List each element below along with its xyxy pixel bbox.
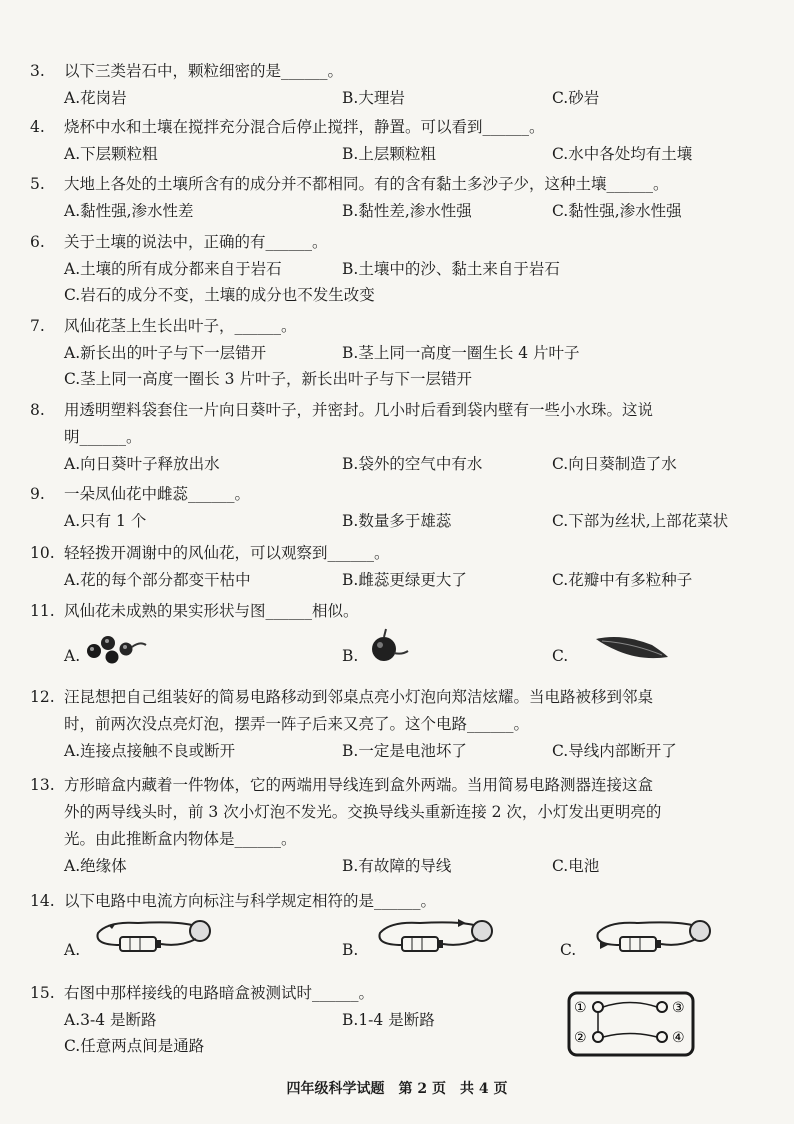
option-c: C.任意两点间是通路 <box>64 1037 205 1055</box>
question-number: 10. <box>30 544 55 562</box>
question-number: 14. <box>30 892 55 910</box>
circuit-b-icon <box>360 915 506 959</box>
question-stem: 以下电路中电流方向标注与科学规定相符的是______。 <box>64 892 437 910</box>
question-stem-line-2: 明______。 <box>64 428 142 446</box>
option-b: B.上层颗粒粗 <box>342 145 436 163</box>
question-11 <box>30 598 770 669</box>
option-b: B.有故障的导线 <box>342 857 452 875</box>
question-8 <box>30 397 770 477</box>
question-3 <box>30 58 770 111</box>
option-b: B.黏性差,渗水性强 <box>342 202 472 220</box>
question-13 <box>30 772 770 879</box>
question-number: 4. <box>30 118 45 136</box>
question-number: 6. <box>30 233 45 251</box>
option-a: A. <box>64 647 81 665</box>
question-10 <box>30 540 770 593</box>
option-a: A.花岗岩 <box>64 89 127 107</box>
question-stem: 烧杯中水和土壤在搅拌充分混合后停止搅拌，静置。可以看到______。 <box>64 118 545 136</box>
question-stem: 以下三类岩石中，颗粒细密的是______。 <box>64 62 344 80</box>
question-number: 7. <box>30 317 45 335</box>
question-number: 5. <box>30 175 45 193</box>
question-stem-line-3: 光。由此推断盒内物体是______。 <box>64 830 297 848</box>
option-a: A.3-4 是断路 <box>64 1011 157 1029</box>
option-a: A.向日葵叶子释放出水 <box>64 455 220 473</box>
option-b: B.一定是电池坏了 <box>342 742 467 760</box>
question-stem: 大地上各处的土壤所含有的成分并不都相同。有的含有黏土多沙子少，这种土壤______。 <box>64 175 669 193</box>
page-footer: 四年级科学试题 第 2 页 共 4 页 <box>286 1081 508 1097</box>
round-fruit-icon <box>360 627 420 667</box>
question-9 <box>30 481 770 534</box>
option-c: C.导线内部断开了 <box>552 742 677 760</box>
terminal-3-label: ③ <box>672 1000 685 1016</box>
terminal-2 <box>593 1032 603 1042</box>
option-b: B.土壤中的沙、黏土来自于岩石 <box>342 260 560 278</box>
question-stem: 汪昆想把自己组装好的简易电路移动到邻桌点亮小灯泡向郑洁炫耀。当电路被移到邻桌 <box>64 688 654 706</box>
option-c: C. <box>560 941 577 959</box>
option-b: B.1-4 是断路 <box>342 1011 435 1029</box>
question-7 <box>30 313 770 392</box>
question-stem: 轻轻拨开凋谢中的风仙花，可以观察到______。 <box>64 544 390 562</box>
option-a: A.黏性强,渗水性差 <box>64 202 194 220</box>
question-stem: 右图中那样接线的电路暗盒被测试时______。 <box>64 984 375 1002</box>
question-stem: 风仙花茎上生长出叶子，______。 <box>64 317 297 335</box>
option-c: C.电池 <box>552 857 600 875</box>
question-number: 11. <box>30 602 55 620</box>
option-a: A.只有 1 个 <box>64 512 147 530</box>
option-a: A.土壤的所有成分都来自于岩石 <box>64 260 282 278</box>
fruit-cluster-icon <box>82 631 152 665</box>
question-stem: 用透明塑料袋套住一片向日葵叶子，并密封。几小时后看到袋内壁有一些小水珠。这说 <box>64 401 654 419</box>
circuit-box-diagram <box>566 990 696 1058</box>
question-stem-line-2: 时，前两次没点亮灯泡，摆弄一阵子后来又亮了。这个电路______。 <box>64 715 530 733</box>
terminal-1 <box>593 1002 603 1012</box>
option-a: A. <box>64 941 81 959</box>
option-a: A.下层颗粒粗 <box>64 145 158 163</box>
question-stem-line-2: 外的两导线头时，前 3 次小灯泡不发光。交换导线头重新连接 2 次，小灯发出更明亮的 <box>64 803 662 821</box>
option-c: C.水中各处均有土壤 <box>552 145 693 163</box>
question-12 <box>30 684 770 764</box>
option-b: B.数量多于雄蕊 <box>342 512 452 530</box>
question-stem: 关于土壤的说法中，正确的有______。 <box>64 233 328 251</box>
option-b: B.雌蕊更绿更大了 <box>342 571 467 589</box>
option-c: C.下部为丝状,上部花菜状 <box>552 512 729 530</box>
option-c: C. <box>552 647 569 665</box>
option-c: C.向日葵制造了水 <box>552 455 677 473</box>
option-c: C.砂岩 <box>552 89 600 107</box>
terminal-2-label: ② <box>574 1030 587 1046</box>
circuit-c-icon <box>578 915 724 959</box>
option-a: A.新长出的叶子与下一层错开 <box>64 344 267 362</box>
pod-fruit-icon <box>592 631 672 661</box>
terminal-4 <box>657 1032 667 1042</box>
option-b: B. <box>342 647 359 665</box>
question-5 <box>30 171 770 224</box>
option-c: C.花瓣中有多粒种子 <box>552 571 693 589</box>
question-number: 9. <box>30 485 45 503</box>
question-number: 3. <box>30 62 45 80</box>
option-a: A.绝缘体 <box>64 857 127 875</box>
option-c: C.岩石的成分不变，土壤的成分也不发生改变 <box>64 286 375 304</box>
terminal-1-label: ① <box>574 1000 587 1016</box>
circuit-a-icon <box>78 915 224 959</box>
question-15 <box>30 980 550 1059</box>
option-c: C.黏性强,渗水性强 <box>552 202 682 220</box>
option-b: B.茎上同一高度一圈生长 4 片叶子 <box>342 344 580 362</box>
terminal-3 <box>657 1002 667 1012</box>
option-b: B.袋外的空气中有水 <box>342 455 483 473</box>
question-number: 8. <box>30 401 45 419</box>
option-a: A.花的每个部分都变干枯中 <box>64 571 251 589</box>
question-4 <box>30 114 770 167</box>
terminal-4-label: ④ <box>672 1030 685 1046</box>
question-number: 13. <box>30 776 55 794</box>
option-c: C.茎上同一高度一圈长 3 片叶子，新长出叶子与下一层错开 <box>64 370 472 388</box>
option-b: B.大理岩 <box>342 89 405 107</box>
question-stem: 风仙花未成熟的果实形状与图______相似。 <box>64 602 359 620</box>
question-14 <box>30 888 770 963</box>
question-stem: 方形暗盒内藏着一件物体，它的两端用导线连到盒外两端。当用简易电路测器连接这盒 <box>64 776 654 794</box>
question-number: 15. <box>30 984 55 1002</box>
question-6 <box>30 229 770 308</box>
option-a: A.连接点接触不良或断开 <box>64 742 236 760</box>
question-stem: 一朵凤仙花中雌蕊______。 <box>64 485 251 503</box>
option-b: B. <box>342 941 359 959</box>
question-number: 12. <box>30 688 55 706</box>
